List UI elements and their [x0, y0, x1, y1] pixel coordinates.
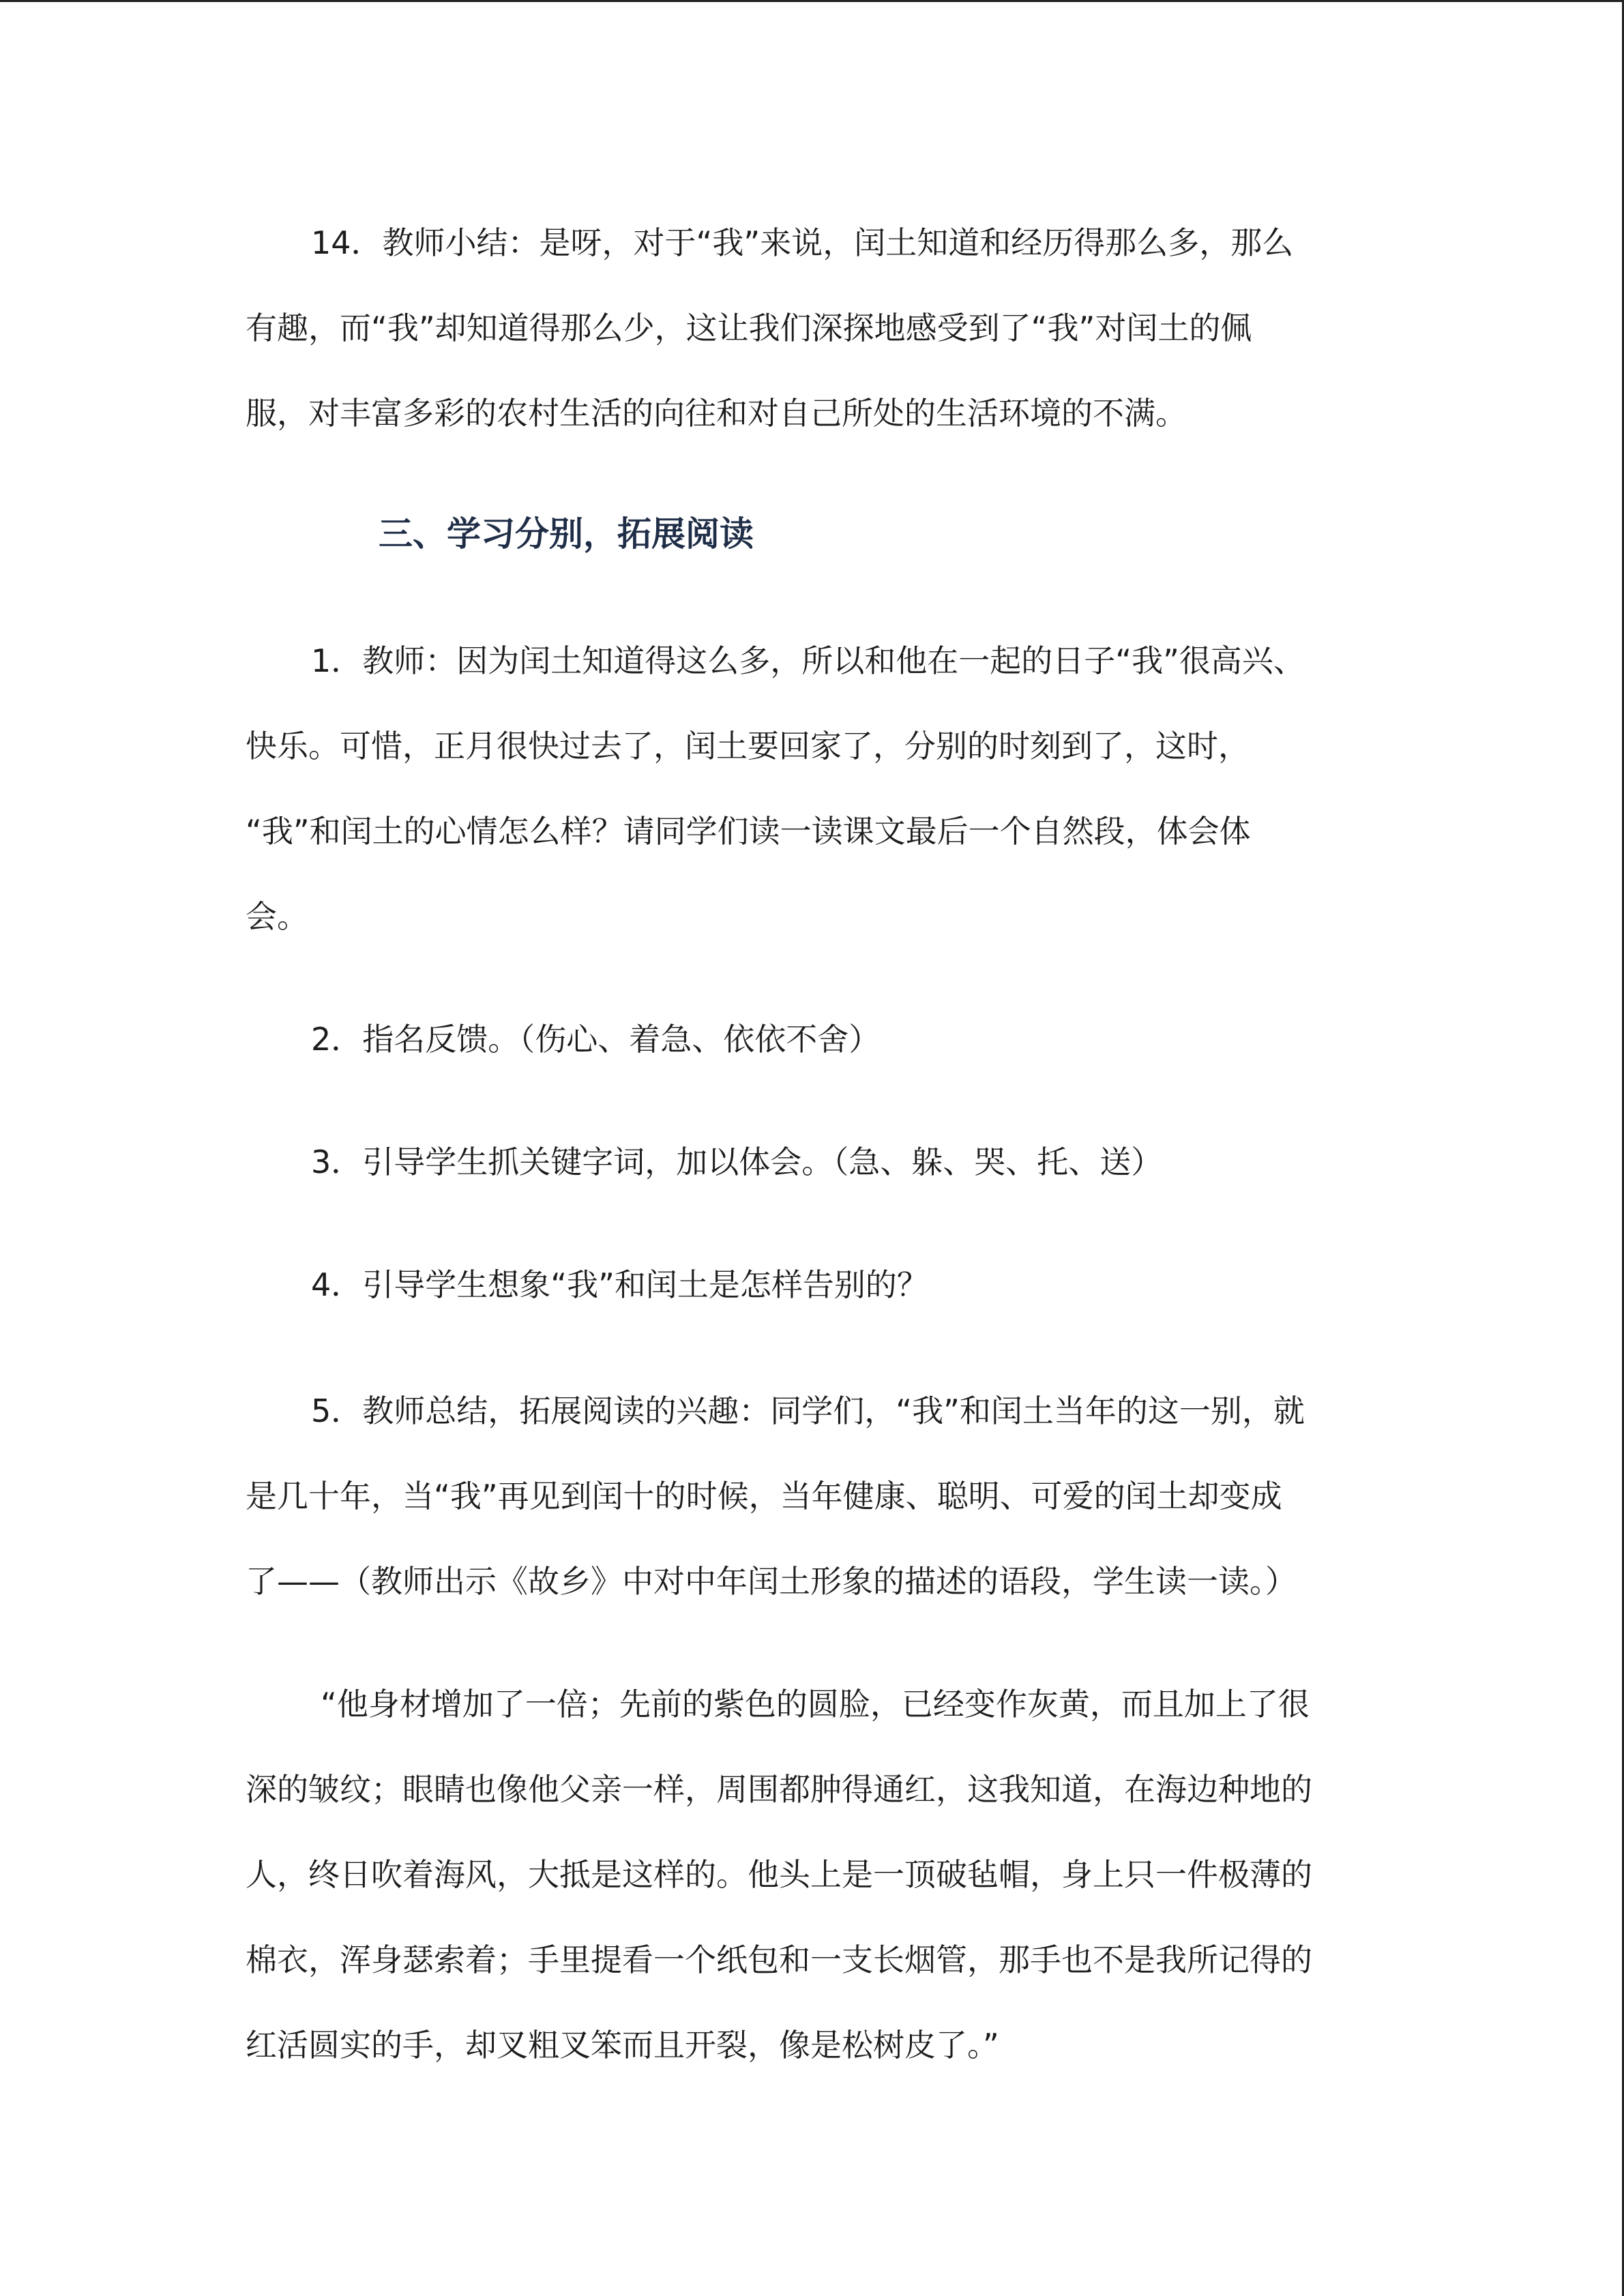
paragraph-3: 3．引导学生抓关键字词，加以体会。（急、躲、哭、托、送） [311, 1144, 1163, 1180]
paragraph-14-line-2: 有趣，而“我”却知道得那么少，这让我们深探地感受到了“我”对闰土的佩 [246, 310, 1252, 346]
paragraph-5-line-2: 是几十年，当“我”再见到闰十的时候，当年健康、聪明、可爱的闰土却变成 [246, 1478, 1282, 1515]
section-heading: 三、学习分别，拓展阅读 [379, 514, 754, 554]
paragraph-4: 4．引导学生想象“我”和闰土是怎样告别的？ [311, 1266, 928, 1303]
paragraph-1-line-1: 1．教师：因为闰土知道得这么多，所以和他在一起的日子“我”很高兴、 [311, 642, 1305, 679]
paragraph-14-line-3: 服，对丰富多彩的农村生活的向往和对自己所处的生活环境的不满。 [246, 395, 1187, 432]
paragraph-5-line-1: 5．教师总结，拓展阅读的兴趣：同学们，“我”和闰土当年的这一别，就 [311, 1392, 1305, 1429]
paragraph-1-line-4: 会。 [246, 898, 308, 935]
quote-line-3: 人，终日吹着海风，大抵是这样的。他头上是一顶破毡帽，身上只一件极薄的 [246, 1856, 1312, 1893]
paragraph-1-line-3: “我”和闰土的心情怎么样？请同学们读一读课文最后一个自然段，体会体 [246, 813, 1251, 850]
paragraph-14-line-1: 14．教师小结：是呀，对于“我”来说，闰土知道和经历得那么多，那么 [311, 224, 1294, 261]
paragraph-5-line-3: 了——（教师出示《故乡》中对中年闰土形象的描述的语段，学生读一读。） [246, 1563, 1297, 1600]
quote-line-1: “他身材增加了一倍；先前的紫色的圆脸，已经变作灰黄，而且加上了很 [321, 1686, 1310, 1723]
paragraph-1-line-2: 快乐。可惜，正月很快过去了，闰土要回家了，分别的时刻到了，这时， [246, 728, 1250, 764]
quote-line-2: 深的皱纹；眼睛也像他父亲一样，周围都肿得通红，这我知道，在海边种地的 [246, 1771, 1312, 1808]
paragraph-2: 2．指名反馈。（伤心、着急、依依不舍） [311, 1021, 881, 1058]
quote-line-4: 棉衣，浑身瑟索着；手里提看一个纸包和一支长烟管，那手也不是我所记得的 [246, 1941, 1312, 1978]
quote-line-5: 红活圆实的手，却叉粗叉笨而且开裂，像是松树皮了。” [246, 2027, 999, 2063]
